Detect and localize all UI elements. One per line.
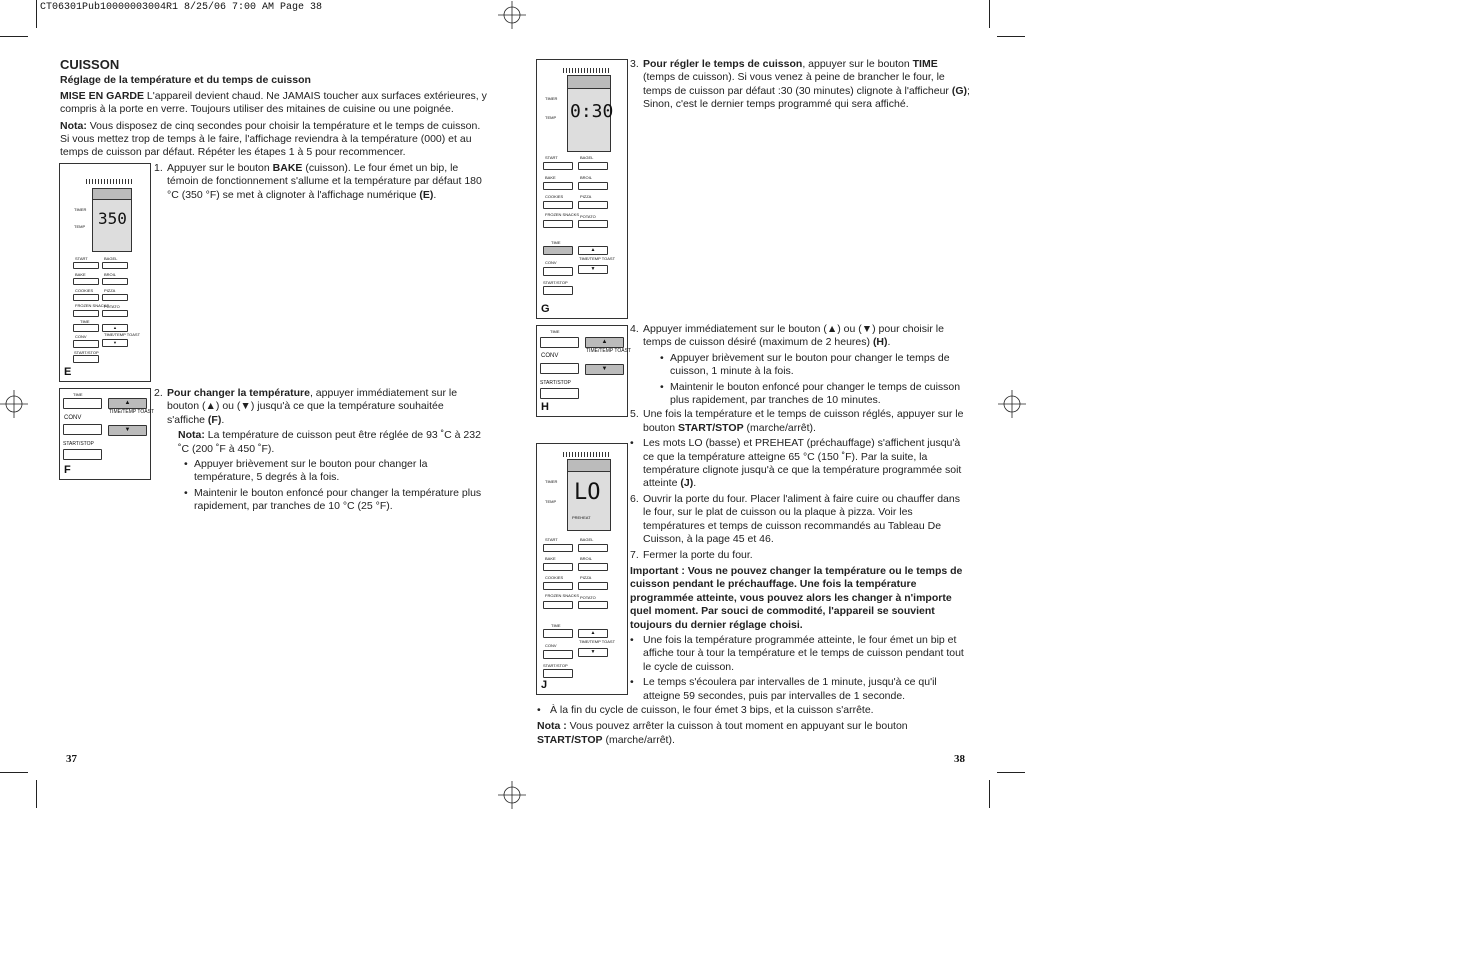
- frozen-label: FROZEN SNACKS: [545, 212, 580, 217]
- conv-button[interactable]: [73, 340, 99, 348]
- crop-mark: [989, 0, 990, 28]
- crop-mark: [997, 772, 1025, 773]
- cookies-button[interactable]: [543, 201, 573, 209]
- bake-button[interactable]: [543, 182, 573, 190]
- crop-mark: [0, 36, 28, 37]
- up-button[interactable]: ▲: [585, 337, 624, 348]
- bake-button[interactable]: [73, 278, 99, 285]
- time-button[interactable]: [63, 398, 102, 409]
- frozen-button[interactable]: [543, 601, 573, 609]
- display-value: 0:30: [570, 101, 614, 122]
- bagel-button[interactable]: [578, 162, 608, 170]
- start-button[interactable]: [73, 262, 99, 269]
- up-button[interactable]: ▲: [102, 324, 128, 332]
- conv-button[interactable]: [543, 650, 573, 659]
- conv-button[interactable]: [63, 424, 102, 435]
- pizza-button[interactable]: [578, 582, 608, 590]
- crop-mark: [997, 36, 1025, 37]
- pizza-label: PIZZA: [580, 575, 592, 580]
- crop-mark: [36, 0, 37, 28]
- page-number-left: 37: [66, 753, 77, 765]
- display-value: LO: [574, 480, 601, 505]
- time-label: TIME: [551, 240, 561, 245]
- broil-label: BROIL: [104, 272, 117, 277]
- figure-label: E: [64, 366, 72, 378]
- figure-label: H: [541, 401, 549, 413]
- cookies-label: COOKIES: [75, 288, 94, 293]
- time-label: TIME: [551, 623, 561, 628]
- cookies-label: COOKIES: [545, 575, 564, 580]
- startstop-button[interactable]: [63, 449, 102, 460]
- time-button[interactable]: [73, 324, 99, 332]
- timer-label: TIMER: [545, 479, 558, 484]
- crop-mark: [0, 772, 28, 773]
- down-button[interactable]: ▼: [578, 265, 608, 274]
- broil-button[interactable]: [578, 182, 608, 190]
- figure-label: J: [541, 679, 548, 691]
- broil-button[interactable]: [102, 278, 128, 285]
- conv-label: CONV: [541, 353, 559, 359]
- figure-label: G: [541, 303, 550, 315]
- start-button[interactable]: [543, 544, 573, 552]
- bagel-label: BAGEL: [580, 155, 594, 160]
- preheat-indicator: PREHEAT: [572, 515, 591, 520]
- bake-label: BAKE: [545, 175, 556, 180]
- step-2: 2. Pour changer la température, appuyer immédiatement sur le bouton (▲) ou (▼) jusqu'à ce que la température souhaitée s'affiche (F). Nota: La température de cuisson peut être réglée de 93 ˚C à 232 ˚C (200 ˚F à 450 ˚F). • Appuyer brièvement sur le bouton pour changer la température, 5 degrés à la fois. • Maintenir le bouton enfoncé pour changer la température plus rapidement, par tranches de 10 °C (25 °F).: [154, 387, 482, 513]
- registration-mark-icon: [998, 390, 1026, 418]
- startstop-button[interactable]: [540, 388, 579, 399]
- crop-mark: [989, 780, 990, 808]
- crop-mark: [36, 780, 37, 808]
- temp-label: TEMP: [545, 499, 557, 504]
- time-label: TIME: [80, 319, 90, 324]
- time-label: TIME: [550, 329, 560, 334]
- startstop-label: START/STOP: [74, 350, 99, 355]
- pizza-button[interactable]: [102, 294, 128, 301]
- startstop-label: START/STOP: [63, 441, 94, 447]
- frozen-label: FROZEN SNACKS: [545, 593, 580, 598]
- start-label: START: [75, 256, 88, 261]
- up-button[interactable]: ▲: [578, 629, 608, 638]
- conv-label: CONV: [545, 643, 557, 648]
- down-button[interactable]: ▼: [108, 425, 147, 436]
- timer-label: TIMER: [545, 96, 558, 101]
- temp-label: TEMP: [545, 115, 557, 120]
- important-note: Important : Vous ne pouvez changer la température ou le temps de cuisson pendant le préchauffage. Une fois la température programmée atteinte, vous pouvez alors les changer à n'importe quel moment. Par souci de commodité, l'appareil se souvient toujours du dernier réglage choisi.: [630, 564, 963, 631]
- potato-label: POTATO: [580, 595, 596, 600]
- bagel-label: BAGEL: [104, 256, 118, 261]
- temp-label: TEMP: [74, 224, 86, 229]
- pizza-label: PIZZA: [104, 288, 116, 293]
- figure-h-panel: [536, 325, 632, 417]
- pizza-button[interactable]: [578, 201, 608, 209]
- nota-paragraph: Nota: Vous disposez de cinq secondes pour choisir la température et le temps de cuisson. Si vous mettez trop de temps à le faire, l'affichage reviendra à la température (000) et au temps de cuisson par défaut. Répéter les étapes 1 à 5 pour recommencer.: [60, 119, 481, 159]
- steps-4-7: 4. Appuyer immédiatement sur le bouton (▲) ou (▼) pour choisir le temps de cuisson désiré (maximum de 2 heures) (H). • Appuyer brièvement sur le bouton pour changer le temps de cuisson, 1 minute à la fois. • Maintenir le bouton enfoncé pour changer le temps de cuisson plus rapidement, par tranches de 10 minutes. 5. Une fois la température et le temps de cuisson réglés, appuyer sur le bouton START/STOP (marche/arrêt). • Les mots LO (basse) et PREHEAT (préchauffage) s'affichent jusqu'à ce que la température atteigne 65 °C (150 ˚F). Par la suite, la température clignote jusqu'à ce que la température programmée soit atteinte (J). 6. Ouvrir la porte du four. Placer l'aliment à faire cuire ou chauffer dans le four, sur le plat de cuisson ou la plaque à pizza. Voir les températures et temps de cuisson recommandés au Tableau De Cuisson, à la page 45 et 46. 7. Fermer la porte du four. Important : Vous ne pouvez changer la température ou le temps de cuisson pendant le préchauffage. Une fois la température programmée atteinte, vous pouvez alors les changer à n'importe quel moment. Par souci de commodité, l'appareil se souvient toujours du dernier réglage choisi. • Une fois la température programmée atteinte, le four émet un bip et affiche tour à tour la température et le temps de cuisson pendant tout le cycle de cuisson. • Le temps s'écoulera par intervalles de 1 minute, jusqu'à ce qu'il atteigne 59 secondes, puis par intervalles de 1 seconde.: [630, 323, 970, 703]
- bagel-button[interactable]: [578, 544, 608, 552]
- potato-button[interactable]: [578, 601, 608, 609]
- time-button[interactable]: [543, 629, 573, 638]
- bagel-button[interactable]: [102, 262, 128, 269]
- startstop-button[interactable]: [73, 355, 99, 363]
- timetemp-label: TIME/TEMP TOAST: [579, 256, 616, 261]
- page-number-right: 38: [954, 753, 965, 765]
- print-slug: CT06301Pub10000003004R1 8/25/06 7:00 AM Page 38: [40, 2, 323, 13]
- broil-label: BROIL: [580, 175, 593, 180]
- step-3: 3. Pour régler le temps de cuisson, appuyer sur le bouton TIME (temps de cuisson). Si vous venez à peine de brancher le four, le temps de cuisson par défaut :30 (30 minutes) clignote à l'afficheur (G); Sinon, c'est le dernier temps programmé qui sera affiché.: [630, 58, 970, 111]
- startstop-label: START/STOP: [543, 280, 568, 285]
- startstop-button[interactable]: [543, 669, 573, 678]
- timetemp-label: TIME/TEMP TOAST: [586, 348, 632, 354]
- bagel-label: BAGEL: [580, 537, 594, 542]
- time-button[interactable]: [540, 337, 579, 348]
- conv-label: CONV: [64, 415, 82, 421]
- conv-button[interactable]: [540, 363, 579, 374]
- conv-button[interactable]: [543, 267, 573, 276]
- registration-mark-icon: [0, 390, 28, 418]
- timetemp-label: TIME/TEMP TOAST: [109, 409, 155, 415]
- broil-label: BROIL: [580, 556, 593, 561]
- figure-f-panel: [59, 388, 155, 480]
- timetemp-label: TIME/TEMP TOAST: [579, 639, 616, 644]
- startstop-label: START/STOP: [543, 663, 568, 668]
- down-button[interactable]: ▼: [585, 364, 624, 375]
- bake-button[interactable]: [543, 563, 573, 571]
- startstop-button[interactable]: [543, 286, 573, 295]
- figure-j-panel: [536, 443, 628, 695]
- cookies-button[interactable]: [73, 294, 99, 301]
- potato-button[interactable]: [102, 310, 128, 317]
- potato-label: POTATO: [580, 214, 596, 219]
- step-1: 1. Appuyer sur le bouton BAKE (cuisson). Le four émet un bip, le témoin de fonctionnement s'allume et la température par défaut 180 °C (350 °F) se met à clignoter à l'affichage numérique (E).: [154, 162, 482, 201]
- up-button[interactable]: ▲: [108, 398, 147, 409]
- potato-label: POTATO: [104, 304, 120, 309]
- lcd-display: [567, 75, 614, 152]
- timer-label: TIMER: [74, 207, 87, 212]
- lcd-display: [92, 188, 132, 252]
- bake-label: BAKE: [545, 556, 556, 561]
- figure-e-panel: [59, 163, 151, 382]
- bake-label: BAKE: [75, 272, 86, 277]
- timetemp-label: TIME/TEMP TOAST: [104, 332, 141, 337]
- lcd-display: [567, 459, 611, 531]
- display-value: 350: [98, 209, 127, 228]
- warning-paragraph: MISE EN GARDE L'appareil devient chaud. Ne JAMAIS toucher aux surfaces extérieures, y compris à la porte en verre. Toujours utiliser des mitaines de cuisine ou une poignée.: [60, 89, 487, 116]
- conv-label: CONV: [75, 334, 87, 339]
- down-button[interactable]: ▼: [578, 648, 608, 657]
- start-button[interactable]: [543, 162, 573, 170]
- registration-mark-icon: [498, 781, 526, 809]
- startstop-label: START/STOP: [540, 380, 571, 386]
- conv-label: CONV: [545, 260, 557, 265]
- time-label: TIME: [73, 392, 83, 397]
- cookies-label: COOKIES: [545, 194, 564, 199]
- section-title: CUISSON: [60, 57, 120, 72]
- section-subtitle: Réglage de la température et du temps de cuisson: [60, 74, 311, 87]
- figure-label: F: [64, 464, 71, 476]
- broil-button[interactable]: [578, 563, 608, 571]
- frozen-label: FROZEN SNACKS: [75, 303, 110, 308]
- left-intro: [60, 58, 492, 160]
- figure-g-panel: [536, 59, 628, 319]
- frozen-button[interactable]: [543, 220, 573, 228]
- registration-mark-icon: [498, 1, 526, 29]
- start-label: START: [545, 537, 558, 542]
- down-button[interactable]: ▼: [102, 339, 128, 347]
- pizza-label: PIZZA: [580, 194, 592, 199]
- closing-notes: • À la fin du cycle de cuisson, le four émet 3 bips, et la cuisson s'arrête. Nota : Vous pouvez arrêter la cuisson à tout moment en appuyant sur le bouton START/STOP (marche/arrêt).: [537, 704, 908, 746]
- cookies-button[interactable]: [543, 582, 573, 590]
- up-button[interactable]: ▲: [578, 246, 608, 255]
- frozen-button[interactable]: [73, 310, 99, 317]
- time-button[interactable]: [543, 246, 573, 255]
- potato-button[interactable]: [578, 220, 608, 228]
- start-label: START: [545, 155, 558, 160]
